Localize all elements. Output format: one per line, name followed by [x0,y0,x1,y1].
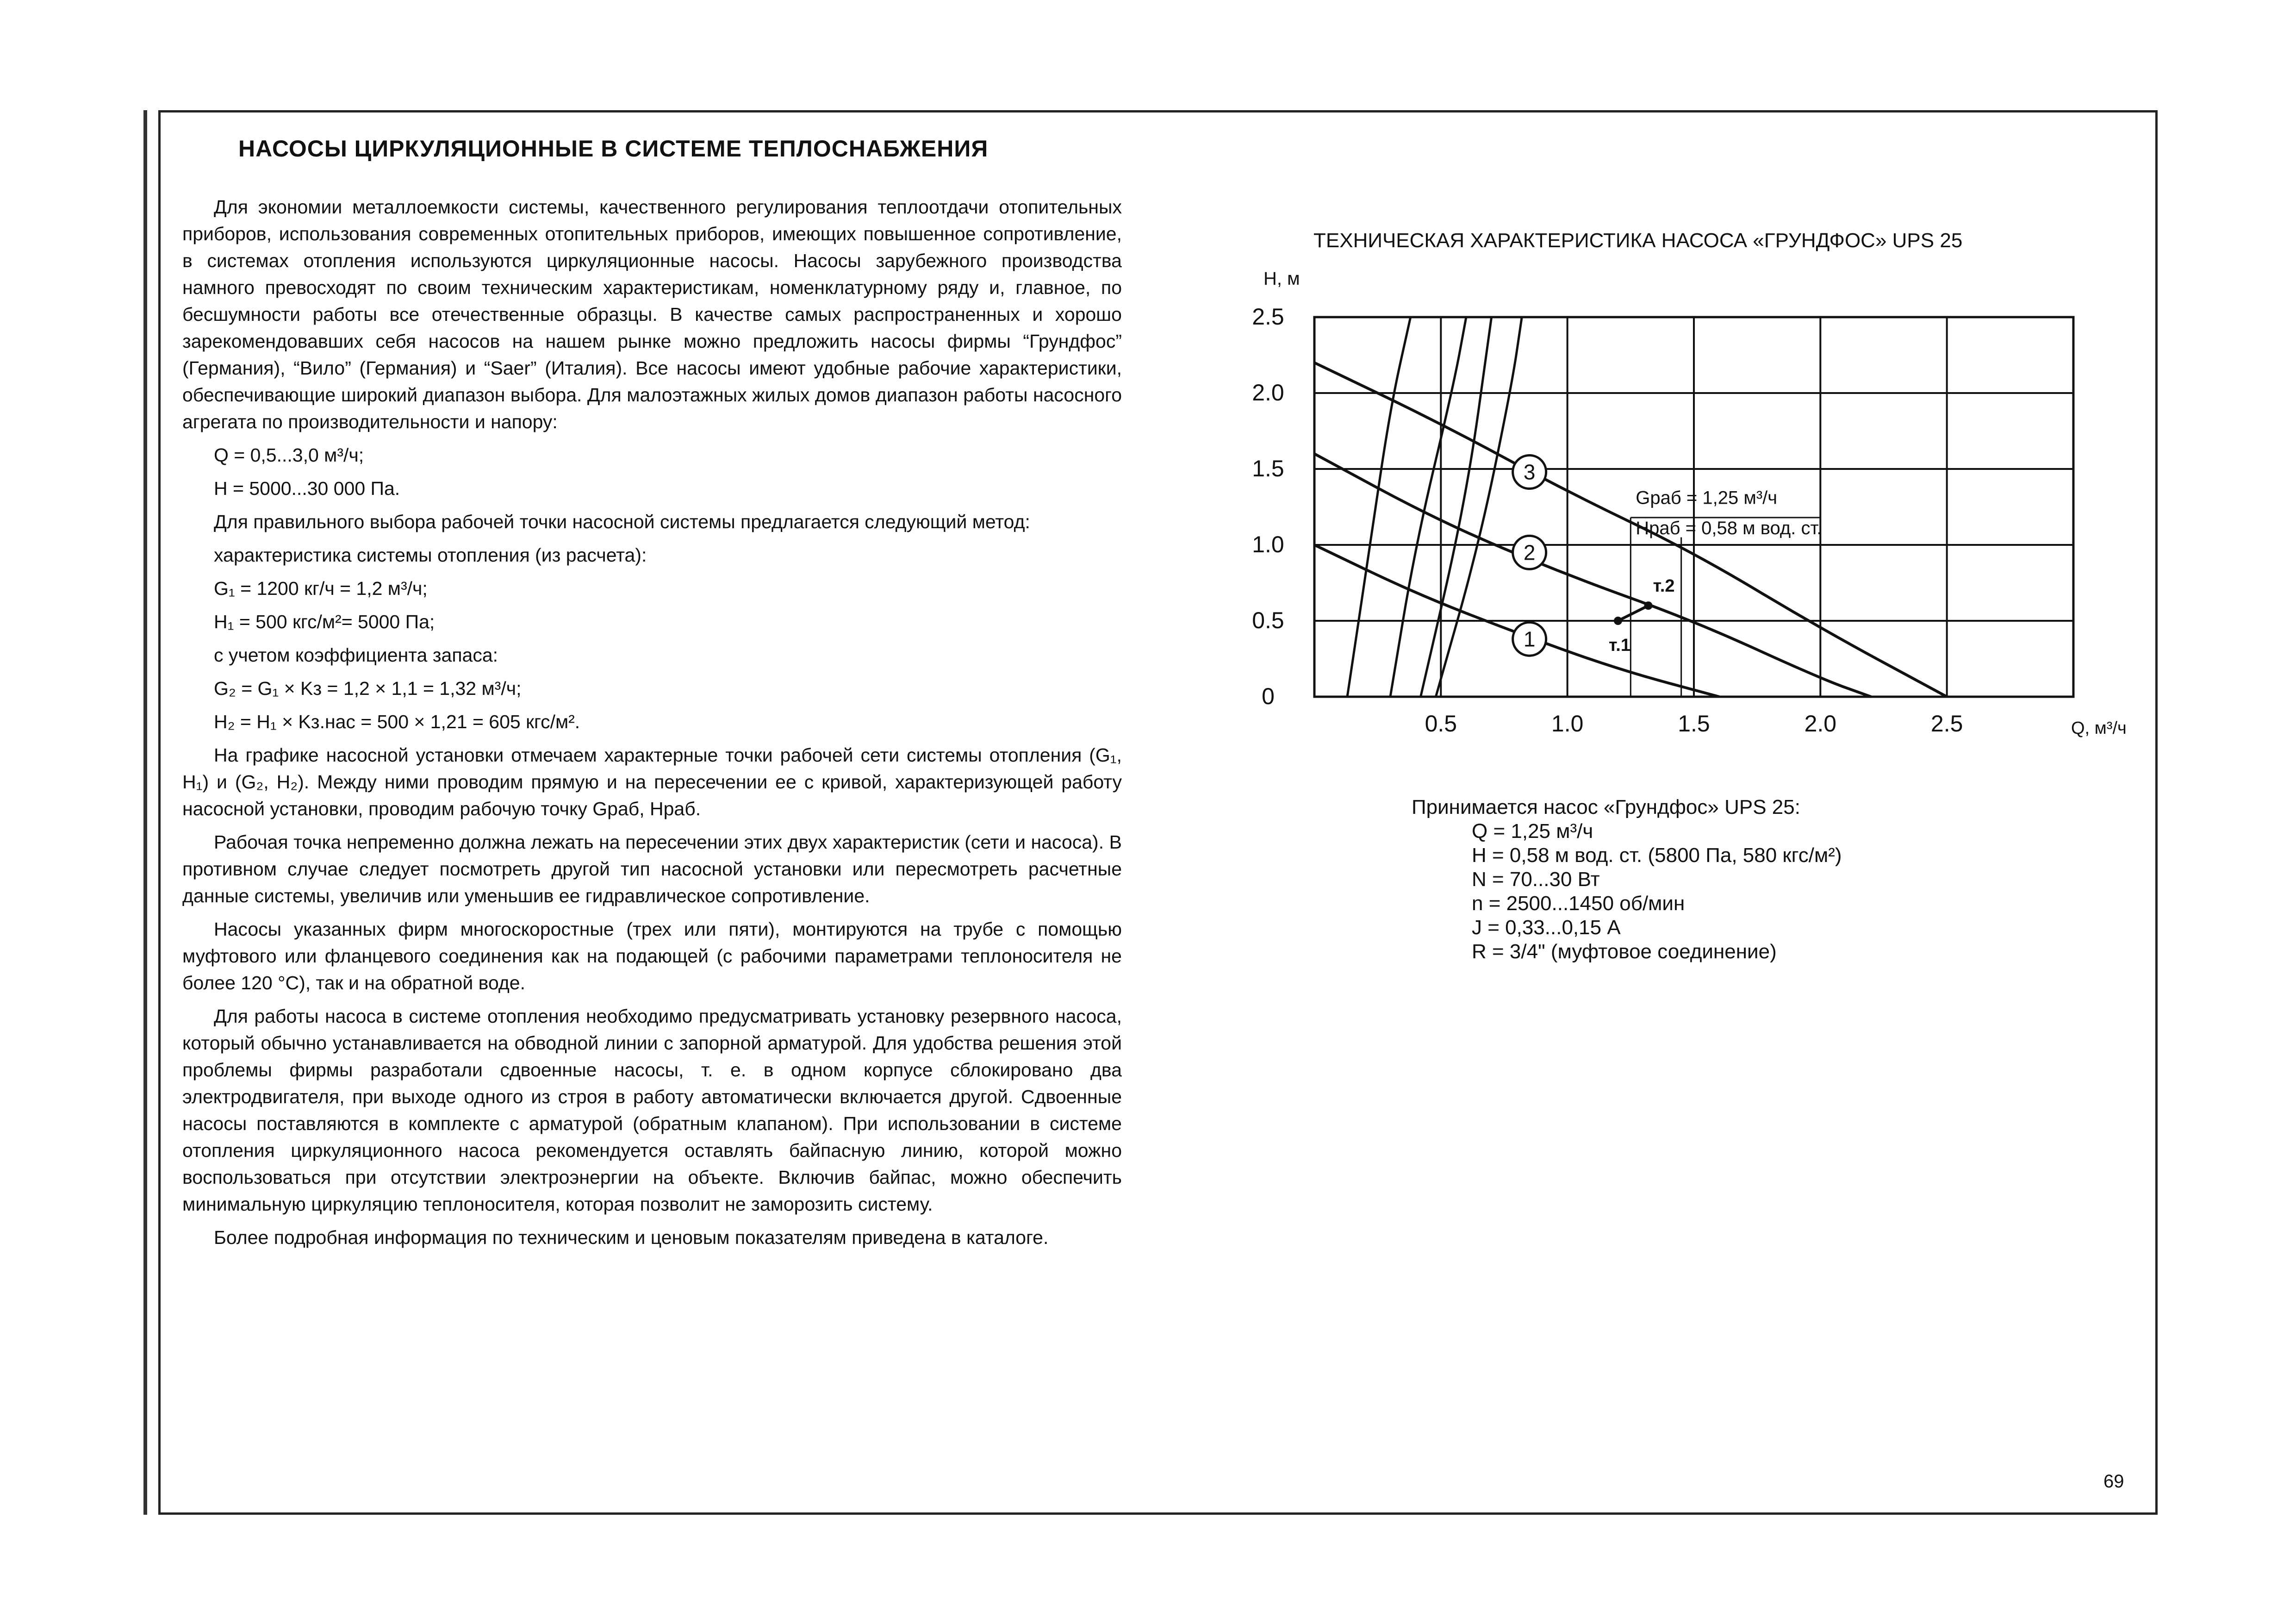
chart-title: ТЕХНИЧЕСКАЯ ХАРАКТЕРИСТИКА НАСОСА «ГРУНДФОС» UPS 25 [1313,229,1963,252]
accepted-title: Принимается насос «Грундфос» UPS 25: [1412,796,1800,818]
paragraph: Для экономии металлоемкости системы, качественного регулирования теплоотдачи отопительных приборов, использования современных отопительных приборов, имеющих повышенное сопротивление, в системах отопления используются циркуляционные насосы. Насосы зарубежного производства намного превосходят по своим техническим характеристикам, номенклатурному ряду и, главное, по бесшумности работы все отечественные образцы. В качестве самых распространенных и хорошо зарекомендовавших себя насосов на нашем рынке можно предложить насосы фирмы “Грундфос” (Германия), “Вило” (Германия) и “Saer” (Италия). Все насосы имеют удобные рабочие характеристики, обеспечивающие широкий диапазон выбора. Для малоэтажных жилых домов диапазон работы насосного агрегата по производительности и напору: [182,196,1122,432]
x-axis-label: Q, м³/ч [2071,718,2127,738]
x-tick-label: 0.5 [1425,711,1457,737]
curve-label: 2 [1523,540,1536,565]
formula: H₂ = H₁ × Kз.нас = 500 × 1,21 = 605 кгс/м². [214,711,580,732]
formula: Q = 0,5...3,0 м³/ч; [214,444,364,466]
curve-label: 3 [1523,460,1536,484]
formula: H₁ = 500 кгс/м²= 5000 Па; [214,611,435,632]
system-curve-system-d [1436,317,1522,697]
y-tick-label: 2.0 [1252,380,1284,406]
y-tick-label: 2.5 [1252,304,1284,330]
x-tick-label: 2.0 [1804,711,1837,737]
pump-chart [1203,259,2127,759]
spec-line: R = 3/4" (муфтовое соединение) [1472,940,1777,963]
y-tick-label: 1.0 [1252,531,1284,557]
spec-line: H = 0,58 м вод. ст. (5800 Па, 580 кгс/м²) [1472,844,1842,867]
formula: G₁ = 1200 кг/ч = 1,2 м³/ч; [214,578,428,599]
page-title: НАСОСЫ ЦИРКУЛЯЦИОННЫЕ В СИСТЕМЕ ТЕПЛОСНАБЖЕНИЯ [238,136,989,162]
formula: G₂ = G₁ × Kз = 1,2 × 1,1 = 1,32 м³/ч; [214,678,522,699]
spec-line: J = 0,33...0,15 А [1472,916,1621,939]
y-tick-label: 1.5 [1252,456,1284,481]
main-text [182,194,1122,1257]
frame-shadow [143,110,147,1515]
point-label: т.2 [1653,576,1675,596]
formula: с учетом коэффициента запаса: [214,644,498,666]
chart-series [1314,317,1947,697]
page-number: 69 [2103,1471,2124,1492]
system-curve-system-a [1347,317,1411,697]
working-line [1618,606,1649,621]
g-work-label: Gраб = 1,25 м³/ч [1636,487,1778,508]
accepted-pump-block [1412,795,1842,964]
paragraph: Насосы указанных фирм многоскоростные (трех или пяти), монтируются на трубе с помощью муфтового или фланцевого соединения как на подающей (с рабочими параметрами теплоносителя не более 120 °C), так и на обратной воде. [182,918,1122,993]
spec-line: Q = 1,25 м³/ч [1472,820,1593,843]
h-work-label: Hраб = 0,58 м вод. ст. [1636,518,1822,539]
paragraph: Рабочая точка непременно должна лежать на пересечении этих двух характеристик (сети и насоса). В противном случае следует посмотреть другой тип насосной установки или пересмотреть расчетные данные системы, увеличив или уменьшив ее гидравлическое сопротивление. [182,831,1122,906]
y-axis-label: H, м [1263,269,1300,289]
paragraph: На графике насосной установки отмечаем характерные точки рабочей сети системы отопления (G₁, H₁) и (G₂, H₂). Между ними проводим прямую и на пересечении ее с кривой, характеризующей работу насосной установки, проводим рабочую точку Gраб, Hраб. [182,744,1122,819]
system-curve-system-b [1390,317,1466,697]
formula: H = 5000...30 000 Па. [214,478,400,499]
paragraph: Для правильного выбора рабочей точки насосной системы предлагается следующий метод: [214,511,1030,532]
x-tick-label: 1.0 [1551,711,1584,737]
x-tick-label: 2.5 [1930,711,1963,737]
spec-line: n = 2500...1450 об/мин [1472,892,1685,915]
paragraph: Более подробная информация по техническим и ценовым показателям приведена в каталоге. [214,1227,1049,1248]
curve-label: 1 [1523,627,1536,651]
chart-labels [1252,269,2127,738]
chart-svg [1203,259,2127,759]
y-tick-label: 0 [1262,683,1275,709]
x-tick-label: 1.5 [1678,711,1710,737]
paragraph: Для работы насоса в системе отопления необходимо предусматривать установку резервного насоса, который обычно устанавливается на обводной линии с запорной арматурой. Для удобства решения этой проблемы фирмы разработали сдвоенные насосы, т. е. в одном корпусе сблокировано два электродвигателя, при выходе одного из строя в работу автоматически включается другой. Сдвоенные насосы поставляются в комплекте с арматурой (обратным клапаном). При использовании в системе отопления циркуляционного насоса рекомендуется оставлять байпасную линию, которой можно воспользоваться при отсутствии электроэнергии на объекте. Включив байпас, можно обеспечить минимальную циркуляцию теплоносителя, которая позволит не заморозить систему. [182,1006,1122,1215]
formula: характеристика системы отопления (из расчета): [214,544,647,566]
working-point [1614,617,1622,625]
spec-line: N = 70...30 Вт [1472,868,1600,891]
working-point [1644,601,1653,610]
y-tick-label: 0.5 [1252,607,1284,633]
point-label: т.1 [1609,636,1630,655]
